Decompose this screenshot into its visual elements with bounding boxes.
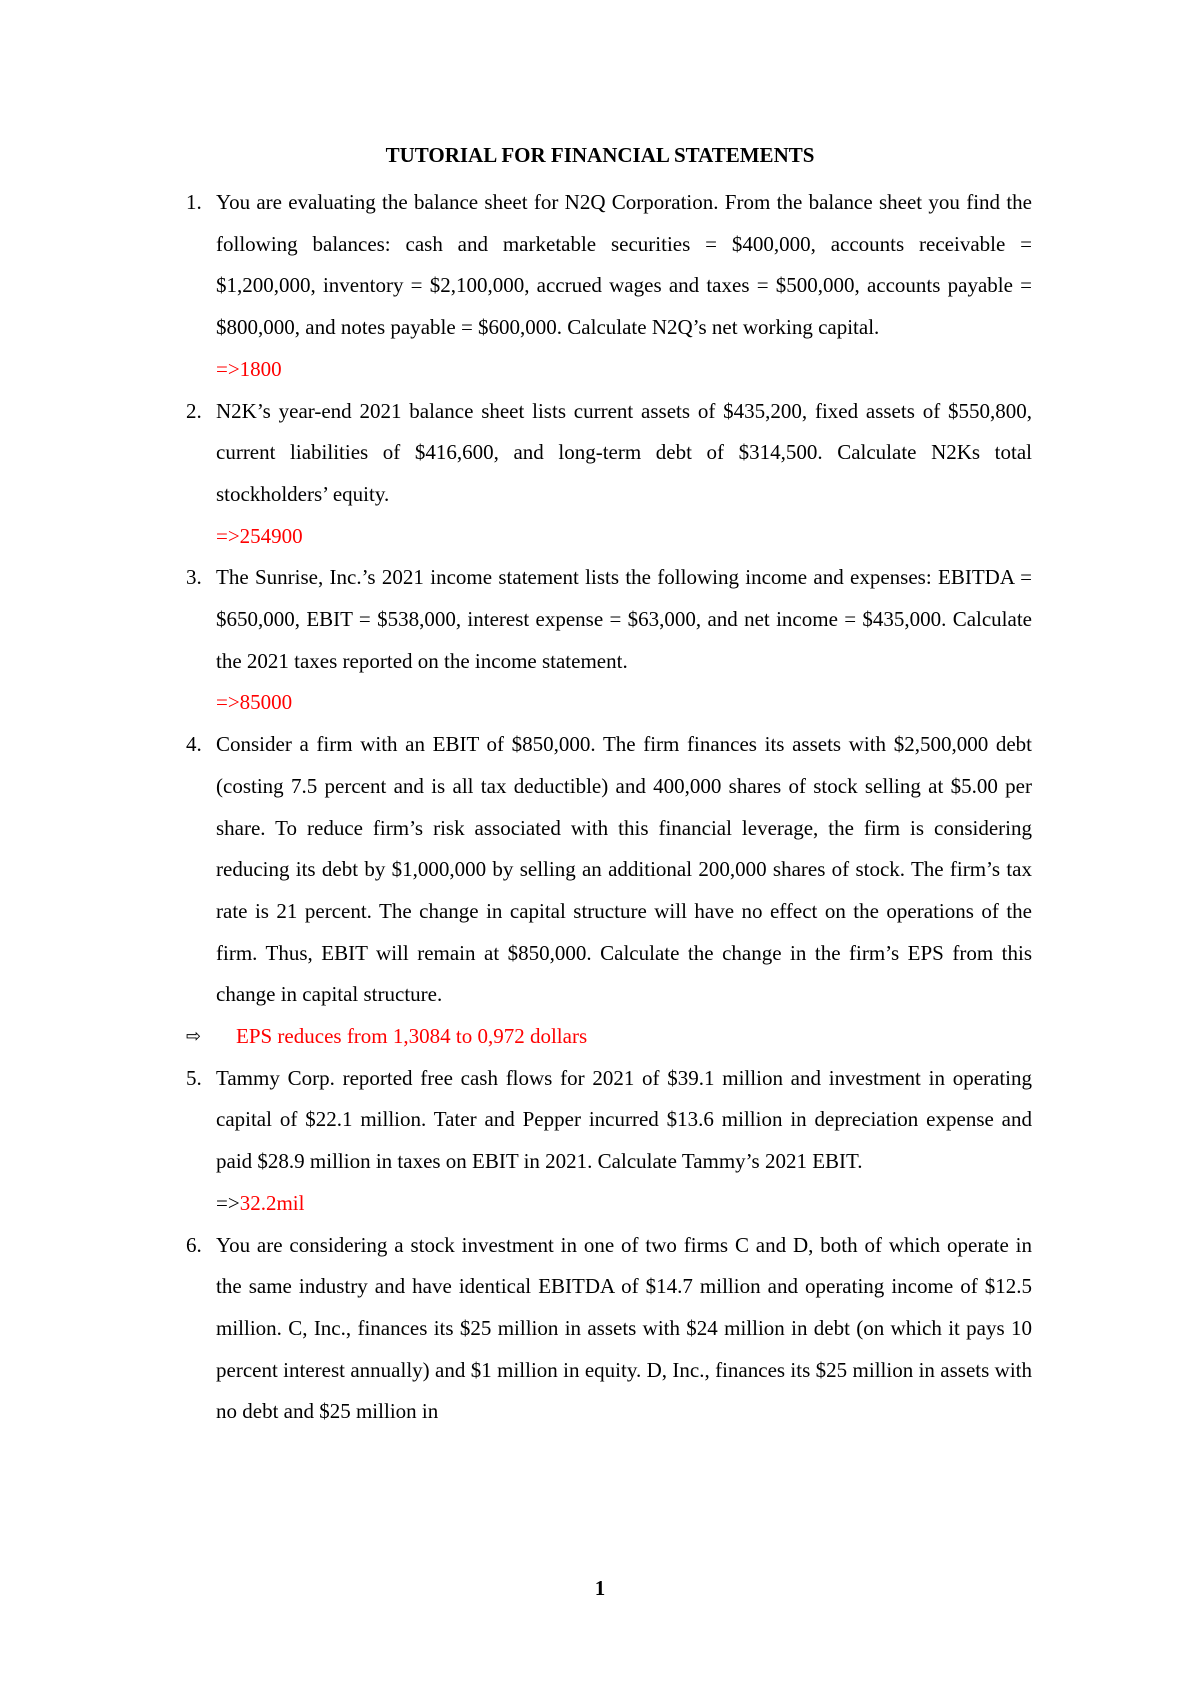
question-text: N2K’s year-end 2021 balance sheet lists current assets of $435,200, fixed assets of $550,800, current liabilities of $416,600, and long-term debt of $314,500. Calculate N2Ks total stockholders’ equity.	[216, 398, 1032, 506]
question-text: You are evaluating the balance sheet for N2Q Corporation. From the balance sheet you find the following balances: cash and marketable securities = $400,000, accounts receivable = $1,200,000, inventory = $2,100,000, accrued wages and taxes = $500,000, accounts payable = $800,000, and notes payable = $600,000. Calculate N2Q’s net working capital.	[216, 190, 1032, 340]
question-item-6	[0, 1225, 1032, 1434]
answer-line	[216, 1183, 1032, 1225]
page-number: 1	[594, 1576, 606, 1600]
question-text: The Sunrise, Inc.’s 2021 income statement lists the following income and expenses: EBITDA = $650,000, EBIT = $538,000, interest expense = $63,000, and net income = $435,000. Calculate the 2021 taxes reported on the income statement.	[216, 565, 1032, 673]
answer-line	[186, 1016, 1032, 1058]
question-item-3	[0, 557, 1032, 724]
answer-text: =>1800	[216, 356, 282, 381]
question-number: 2.	[186, 398, 202, 423]
answer-text: EPS reduces from 1,3084 to 0,972 dollars	[236, 1024, 588, 1049]
question-text: Consider a firm with an EBIT of $850,000. The firm finances its assets with $2,500,000 debt (costing 7.5 percent and is all tax deductible) and 400,000 shares of stock selling at $5.00 per share. To reduce firm’s risk associated with this financial leverage, the firm is considering reducing its debt by $1,000,000 by selling an additional 200,000 shares of stock. The firm’s tax rate is 21 percent. The change in capital structure will have no effect on the operations of the firm. Thus, EBIT will remain at $850,000. Calculate the change in the firm’s EPS from this change in capital structure.	[216, 732, 1032, 1007]
question-number: 1.	[186, 190, 202, 214]
question-number: 6.	[186, 1232, 202, 1257]
answer-text: =>85000	[216, 690, 293, 715]
arrow-icon: ⇨	[186, 1026, 202, 1048]
question-number: 4.	[186, 732, 202, 757]
question-text: Tammy Corp. reported free cash flows for 2021 of $39.1 million and investment in operating capital of $22.1 million. Tater and Pepper incurred $13.6 million in depreciation expense and paid $28.9 million in taxes on EBIT in 2021. Calculate Tammy’s 2021 EBIT.	[216, 1065, 1032, 1174]
answer-prefix: =>	[216, 1190, 240, 1215]
question-item-2	[0, 391, 1032, 558]
question-item-4	[0, 724, 1032, 1058]
question-item-1	[0, 182, 1032, 391]
question-number: 3.	[186, 565, 202, 590]
answer-text: 32.2mil	[239, 1190, 305, 1215]
answer-text: =>254900	[216, 523, 303, 548]
question-item-5	[0, 1058, 1032, 1225]
page-title: TUTORIAL FOR FINANCIAL STATEMENTS	[385, 143, 815, 167]
question-text: You are considering a stock investment in one of two firms C and D, both of which operate in the same industry and have identical EBITDA of $14.7 million and operating income of $12.5 million. C, Inc., finances its $25 million in assets with $24 million in debt (on which it pays 10 percent interest annually) and $1 million in equity. D, Inc., finances its $25 million in assets with no debt and $25 million in	[216, 1232, 1032, 1424]
question-number: 5.	[186, 1065, 202, 1090]
question-list	[0, 182, 1200, 1433]
